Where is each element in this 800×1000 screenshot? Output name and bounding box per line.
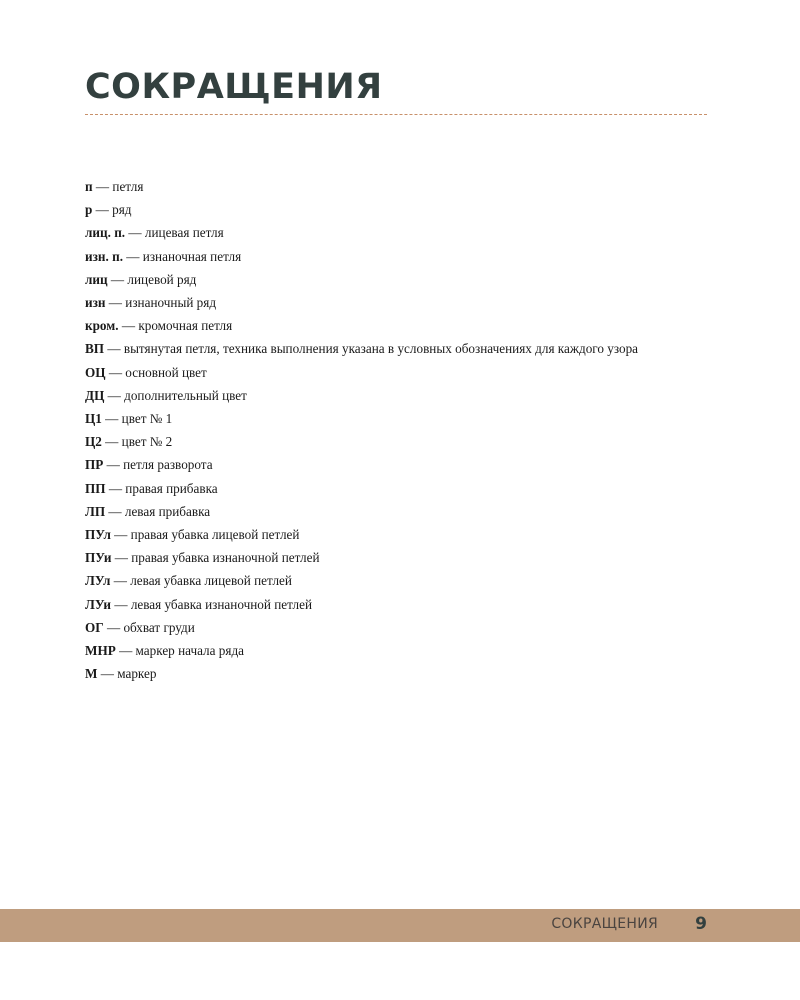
abbreviation-term: лиц. п.: [85, 225, 126, 241]
abbreviation-item: [85, 291, 638, 314]
abbreviation-item: [85, 268, 638, 291]
abbreviation-definition: — дополнительный цвет: [104, 387, 247, 403]
abbreviation-definition: — изнаночный ряд: [105, 295, 217, 311]
abbreviation-item: [85, 477, 638, 500]
abbreviation-term: р: [85, 202, 93, 218]
abbreviation-term: ОЦ: [85, 364, 106, 380]
abbreviation-definition: — петля разворота: [103, 457, 213, 473]
abbreviation-item: [85, 500, 638, 523]
footer-band: [0, 909, 800, 942]
abbreviation-item: [85, 662, 638, 685]
abbreviation-term: ПУл: [85, 527, 111, 543]
abbreviation-term: кром.: [85, 318, 119, 334]
abbreviation-term: ЛУи: [85, 596, 112, 612]
abbreviation-item: [85, 523, 638, 546]
abbreviation-definition: — ряд: [92, 202, 132, 218]
abbreviation-term: М: [85, 666, 98, 682]
title-divider: [85, 114, 707, 115]
abbreviation-item: [85, 361, 638, 384]
abbreviation-term: ВП: [85, 341, 105, 357]
abbreviation-item: [85, 546, 638, 569]
abbreviation-definition: — изнаночная петля: [123, 248, 242, 264]
abbreviation-term: ДЦ: [85, 387, 105, 403]
abbreviation-definition: — правая убавка лицевой петлей: [110, 527, 300, 543]
abbreviation-definition: — основной цвет: [105, 364, 207, 380]
abbreviation-item: [85, 407, 638, 430]
abbreviation-item: [85, 453, 638, 476]
page-title: СОКРАЩЕНИЯ: [85, 67, 383, 107]
abbreviation-term: ЛП: [85, 503, 106, 519]
abbreviation-term: п: [85, 179, 93, 194]
abbreviation-term: изн: [85, 295, 106, 311]
abbreviation-definition: — обхват груди: [103, 619, 195, 635]
abbreviation-term: ПУи: [85, 550, 112, 566]
abbreviation-definition: — цвет № 2: [101, 434, 173, 450]
abbreviation-definition: — лицевая петля: [125, 225, 224, 241]
abbreviation-definition: — лицевой ряд: [107, 271, 197, 287]
abbreviation-term: МНР: [85, 643, 116, 659]
abbreviation-list: [85, 175, 638, 685]
abbreviation-definition: — маркер: [97, 666, 157, 682]
footer-section-title: СОКРАЩЕНИЯ: [551, 916, 658, 932]
abbreviation-item: [85, 593, 638, 616]
abbreviation-item: [85, 175, 638, 198]
abbreviation-definition: — кромочная петля: [118, 318, 233, 334]
abbreviation-item: [85, 198, 638, 221]
abbreviation-item: [85, 430, 638, 453]
abbreviation-item: [85, 314, 638, 337]
abbreviation-term: ПП: [85, 480, 106, 496]
abbreviation-definition: — петля: [92, 179, 144, 194]
abbreviation-term: ПР: [85, 457, 104, 473]
abbreviation-definition: — маркер начала ряда: [115, 643, 245, 659]
abbreviation-definition: — правая убавка изнаночной петлей: [111, 550, 320, 566]
abbreviation-definition: — цвет № 1: [101, 411, 173, 427]
abbreviation-term: изн. п.: [85, 248, 123, 264]
abbreviation-term: ЛУл: [85, 573, 111, 589]
page-number: 9: [695, 914, 707, 934]
abbreviation-definition: — правая прибавка: [105, 480, 218, 496]
abbreviation-term: лиц: [85, 271, 108, 287]
abbreviation-term: ОГ: [85, 619, 104, 635]
abbreviation-definition: — левая убавка изнаночной петлей: [111, 596, 313, 612]
abbreviation-term: Ц1: [85, 411, 102, 427]
abbreviation-definition: — вытянутая петля, техника выполнения указана в условных обозначениях для каждого узора: [104, 341, 639, 357]
abbreviation-item: [85, 245, 638, 268]
abbreviation-item: [85, 337, 638, 360]
abbreviation-definition: — левая убавка лицевой петлей: [110, 573, 292, 589]
abbreviation-item: [85, 616, 638, 639]
abbreviation-item: [85, 639, 638, 662]
abbreviation-definition: — левая прибавка: [105, 503, 211, 519]
abbreviation-item: [85, 569, 638, 592]
abbreviation-item: [85, 221, 638, 244]
abbreviation-item: [85, 384, 638, 407]
abbreviation-term: Ц2: [85, 434, 102, 450]
